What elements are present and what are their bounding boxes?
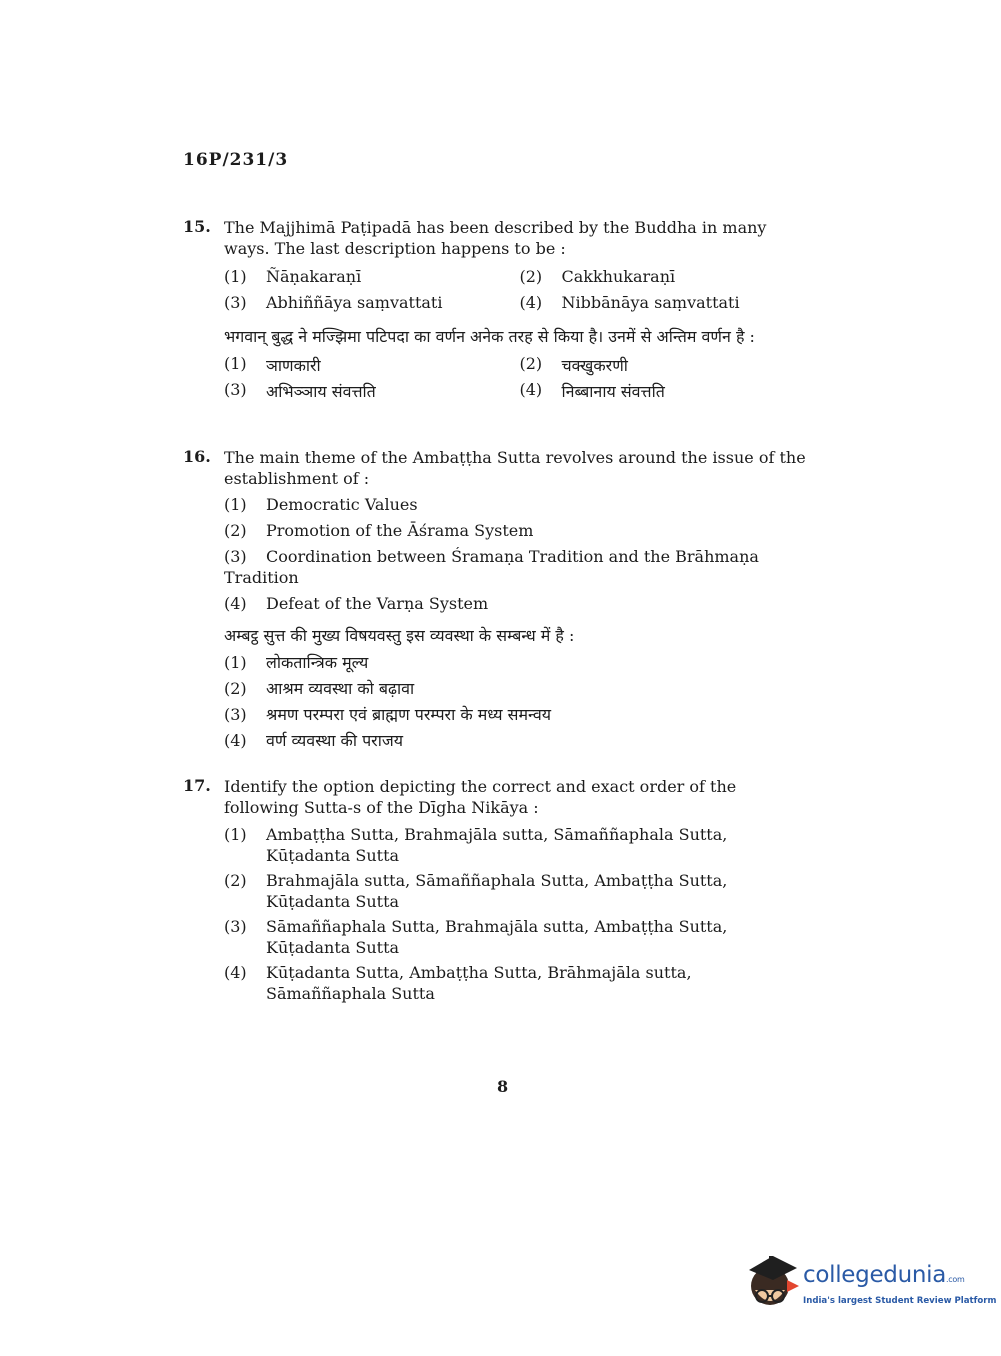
option[interactable]: (3) Coordination between Śramaṇa Tradition and the Brāhmaṇa Tradition (224, 547, 759, 587)
option[interactable]: (1) Ñāṇakaraṇī (224, 266, 362, 286)
page-number: 8 (497, 1077, 509, 1096)
question-text-hi: अम्बट्ठ सुत्त की मुख्य विषयवस्तु इस व्यवस्था के सम्बन्ध में है : (224, 626, 575, 645)
option[interactable]: (2) आश्रम व्यवस्था को बढ़ावा (224, 679, 415, 698)
question-17 (183, 776, 815, 1009)
option[interactable]: (2) चक्खुकरणी (519, 354, 628, 375)
option-text: Cakkhukaraṇī (561, 266, 676, 286)
options-hi-grid (224, 352, 815, 404)
options-en-list (224, 824, 815, 1004)
option[interactable]: (3) अभिञ्ञाय संवत्तति (224, 380, 376, 401)
option-text: Sāmaññaphala Sutta, Brahmajāla sutta, Ambaṭṭha Sutta, Kūṭadanta Sutta (266, 917, 728, 957)
option[interactable]: (2) Brahmajāla sutta, Sāmaññaphala Sutta, Ambaṭṭha Sutta, Kūṭadanta Sutta (224, 870, 815, 912)
option[interactable]: (4) Defeat of the Varṇa System (224, 594, 489, 613)
option-text: Abhiññāya saṃvattati (266, 292, 443, 312)
mascot-icon (745, 1250, 801, 1320)
option-text: Brahmajāla sutta, Sāmaññaphala Sutta, Ambaṭṭha Sutta, Kūṭadanta Sutta (266, 871, 728, 911)
option-text: अभिञ्ञाय संवत्तति (266, 382, 376, 401)
option-text: लोकतान्त्रिक मूल्य (266, 653, 369, 672)
option-text: ञाणकारी (266, 356, 321, 375)
question-text-en: The main theme of the Ambaṭṭha Sutta revolves around the issue of the establishment of : (224, 448, 806, 488)
option[interactable]: (3) Abhiññāya saṃvattati (224, 292, 443, 312)
option-text: आश्रम व्यवस्था को बढ़ावा (266, 679, 415, 698)
option-text: Democratic Values (266, 495, 418, 514)
question-text-en: Identify the option depicting the correct and exact order of the following Sutta-s of the Dīgha Nikāya : (224, 777, 737, 817)
question-15 (183, 217, 815, 404)
collegedunia-logo[interactable] (745, 1250, 997, 1320)
question-number: 16. (183, 447, 211, 466)
option[interactable]: (1) ञाणकारी (224, 354, 321, 375)
option-text: Nibbānāya saṃvattati (561, 292, 740, 312)
paper-code: 16P/231/3 (183, 150, 289, 170)
option[interactable]: (1) लोकतान्त्रिक मूल्य (224, 653, 369, 672)
question-16 (183, 447, 815, 756)
question-number: 17. (183, 776, 211, 795)
option-text: Ñāṇakaraṇī (266, 266, 362, 286)
brand-tagline: India's largest Student Review Platform (803, 1296, 997, 1306)
option-text: Defeat of the Varṇa System (266, 594, 489, 613)
option[interactable]: (1) Democratic Values (224, 495, 418, 514)
option[interactable]: (4) Kūṭadanta Sutta, Ambaṭṭha Sutta, Brāhmajāla sutta, Sāmaññaphala Sutta (224, 962, 815, 1004)
brand-name: collegedunia.com (803, 1262, 965, 1288)
question-number: 15. (183, 217, 211, 236)
option[interactable]: (2) Cakkhukaraṇī (519, 266, 676, 286)
question-text-hi: भगवान् बुद्ध ने मज्झिमा पटिपदा का वर्णन अनेक तरह से किया है। उनमें से अन्तिम वर्णन है : (224, 327, 755, 346)
option[interactable]: (4) वर्ण व्यवस्था की पराजय (224, 731, 404, 750)
option-text: वर्ण व्यवस्था की पराजय (266, 731, 404, 750)
question-text-en: The Majjhimā Paṭipadā has been described by the Buddha in many ways. The last description happens to be : (224, 218, 767, 258)
option[interactable]: (3) Sāmaññaphala Sutta, Brahmajāla sutta, Ambaṭṭha Sutta, Kūṭadanta Sutta (224, 916, 815, 958)
option[interactable]: (4) Nibbānāya saṃvattati (519, 292, 740, 312)
option[interactable]: (3) श्रमण परम्परा एवं ब्राह्मण परम्परा के मध्य समन्वय (224, 705, 551, 724)
options-en-list (224, 494, 815, 614)
option[interactable]: (1) Ambaṭṭha Sutta, Brahmajāla sutta, Sāmaññaphala Sutta, Kūṭadanta Sutta (224, 824, 815, 866)
option-text: श्रमण परम्परा एवं ब्राह्मण परम्परा के मध्य समन्वय (266, 705, 551, 724)
options-en-grid (224, 263, 815, 315)
option-text: निब्बानाय संवत्तति (561, 382, 665, 401)
option[interactable]: (4) निब्बानाय संवत्तति (519, 380, 665, 401)
option[interactable]: (2) Promotion of the Āśrama System (224, 521, 534, 540)
option-text: चक्खुकरणी (561, 356, 628, 375)
option-text: Ambaṭṭha Sutta, Brahmajāla sutta, Sāmaññaphala Sutta, Kūṭadanta Sutta (266, 825, 728, 865)
option-text: Kūṭadanta Sutta, Ambaṭṭha Sutta, Brāhmajāla sutta, Sāmaññaphala Sutta (266, 963, 692, 1003)
option-text: Coordination between Śramaṇa Tradition and the Brāhmaṇa Tradition (224, 547, 759, 587)
options-hi-list (224, 652, 815, 751)
option-text: Promotion of the Āśrama System (266, 521, 534, 540)
